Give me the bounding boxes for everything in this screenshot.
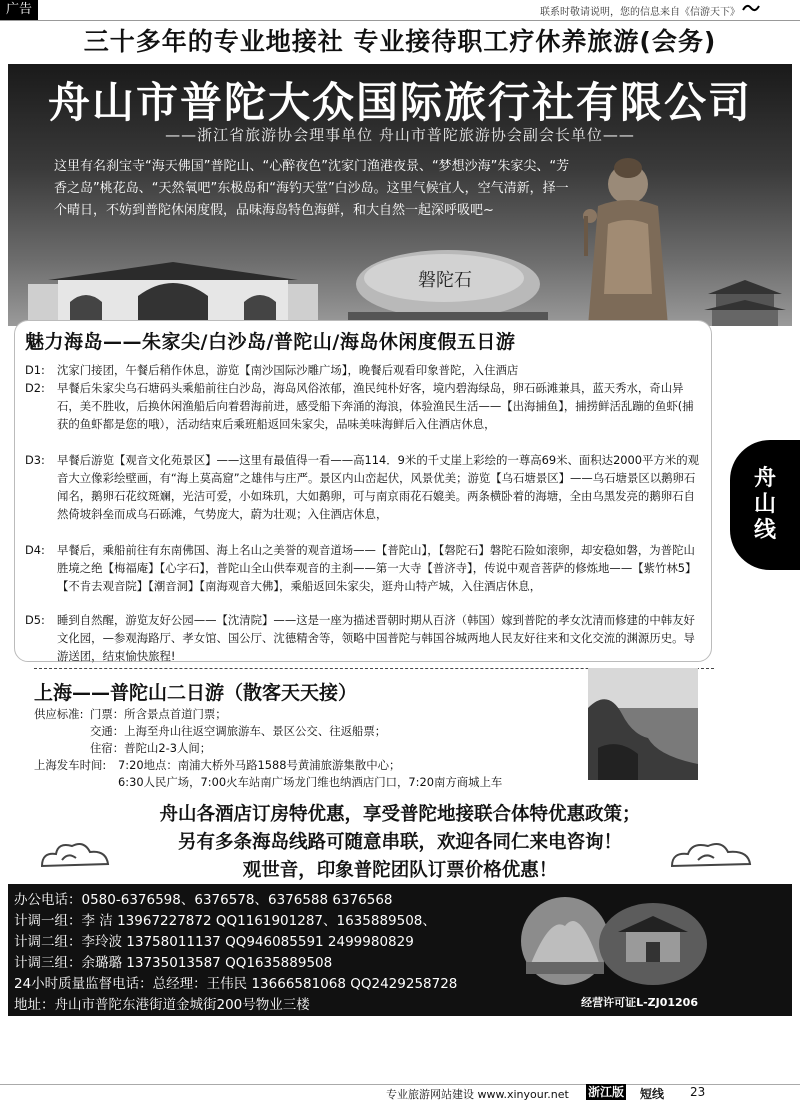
source-notice: 联系时敬请说明，您的信息来自《信游天下》 xyxy=(540,7,740,18)
pantuo-rock-image xyxy=(348,242,548,322)
auspicious-cloud-icon xyxy=(36,838,116,874)
rock-inscription: 磐陀石 xyxy=(418,270,472,291)
temple-gate-image xyxy=(28,244,318,324)
day-text: 沈家门接团，午餐后稍作休息，游览【南沙国际沙雕广场】，晚餐后观看印象普陀，入住酒店 xyxy=(57,363,519,377)
itinerary-day xyxy=(25,379,701,433)
detail-text: 6:30人民广场，7:00火车站南广场龙门维也纳酒店门口，7:20南方商城上车 xyxy=(118,775,503,789)
footer-site: 专业旅游网站建设 www.xinyour.net xyxy=(386,1088,569,1101)
day-label: D5: xyxy=(25,613,45,627)
license-number: 经营许可证L-ZJ01206 xyxy=(581,996,698,1009)
route-title: 魅力海岛——朱家尖/白沙岛/普陀山/海岛休闲度假五日游 xyxy=(25,331,516,353)
address: 地址：舟山市普陀东港街道金城街200号物业三楼 xyxy=(14,997,310,1013)
promo-line-2: 另有多条海岛线路可随意串联，欢迎各同仁来电咨询！ xyxy=(177,832,622,853)
detail-row xyxy=(34,723,594,740)
detail-row xyxy=(34,706,594,723)
hero-banner xyxy=(8,64,792,326)
coastline-photo xyxy=(588,668,698,780)
membership-subtitle: ——浙江省旅游协会理事单位 舟山市普陀旅游协会副会长单位—— xyxy=(165,126,635,144)
side-tab-label: 舟山线 xyxy=(753,466,776,543)
detail-row xyxy=(34,774,594,791)
five-day-route-card xyxy=(14,320,712,662)
ad-tag: 广告 xyxy=(0,0,38,20)
intro-text: 这里有名刹宝寺“海天佛国”普陀山、“心醉夜色”沈家门渔港夜景、“梦想沙海”朱家尖、“芳香之岛”桃花岛、“天然氧吧”东极岛和“海钓天堂”白沙岛。这里气候宜人，空气清新，择一个晴日，不妨到普陀休闲度假，品味海岛特色海鲜，和大自然一起深呼吸吧~ xyxy=(54,159,570,218)
promo-line-1: 舟山各酒店订房特优惠，享受普陀地接联合体特优惠政策； xyxy=(159,804,641,825)
itinerary-day xyxy=(25,361,701,379)
office-phone: 办公电话：0580-6376598、6376578、6376588 6376568 xyxy=(14,892,393,908)
zhoushan-line-tab xyxy=(730,440,800,570)
sand-sculpture-photo xyxy=(520,896,610,986)
detail-row xyxy=(34,740,594,757)
pagoda-image xyxy=(698,274,792,326)
detail-row xyxy=(34,757,594,774)
day-label: D1: xyxy=(25,363,45,377)
itinerary-day xyxy=(25,451,701,523)
page-number: 23 xyxy=(690,1085,706,1099)
footer-edition: 浙江版 xyxy=(587,1085,624,1099)
headline: 三十多年的专业地接社 专业接待职工疗休养旅游(会务) xyxy=(83,27,717,56)
detail-text: 交通：上海至舟山往返空调旅游车、景区公交、往返船票； xyxy=(90,724,387,738)
detail-label: 上海发车时间: xyxy=(34,758,107,772)
guanyin-statue-image xyxy=(568,154,688,326)
shanghai-route-title: 上海——普陀山二日游（散客天天接） xyxy=(34,682,358,704)
itinerary-day xyxy=(25,611,701,665)
detail-label: 供应标准: xyxy=(34,707,84,721)
company-name: 舟山市普陀大众国际旅行社有限公司 xyxy=(47,78,752,127)
detail-text: 门票：所含景点首道门票； xyxy=(90,707,227,721)
day-label: D2: xyxy=(25,381,45,395)
detail-text: 7:20地点：南浦大桥外马路1588号黄浦旅游集散中心； xyxy=(118,758,401,772)
promo-line-3: 观世音，印象普陀团队订票价格优惠！ xyxy=(242,860,558,881)
day-text: 早餐后，乘船前往有东南佛国、海上名山之美誉的观音道场——【普陀山】，【磐陀石】磐陀石险如滚卵，却安稳如磐，为普陀山胜境之绝【梅福庵】【心字石】，普陀山全山供奉观音的主刹——第一大寺【普济寺】，传说中观音菩萨的修炼地——【紫竹林5】【不肯去观音院】【潮音洞】【南海观音大佛】，乘船返回朱家尖，逛舟山特产城，入住酒店休息， xyxy=(57,543,697,593)
day-text: 早餐后朱家尖乌石塘码头乘船前往白沙岛，海岛风俗浓郁，渔民纯朴好客，境内碧海绿岛，卵石砾滩兼具，蓝天秀水，奇山异石，美不胜收，后换休闲渔船后向着碧海前进，感受船下奔涌的海浪，体验渔民生活——【出海捕鱼】，捕捞鲜活乱蹦的鱼虾(捕获的鱼虾都是您的哦），活动结束后乘班船返回朱家尖，品味美味海鲜后入住酒店休息， xyxy=(57,381,694,431)
day-label: D3: xyxy=(25,453,45,467)
wave-icon xyxy=(742,2,760,17)
footer-section: 短线 xyxy=(640,1087,665,1101)
group-1-contact: 计调一组：李 洁 13967227872 QQ1161901287、1635889508、 xyxy=(14,913,436,929)
supervision-phone: 24小时质量监督电话：总经理：王伟民 13666581068 QQ2429258728 xyxy=(14,976,458,992)
auspicious-cloud-icon xyxy=(664,838,756,874)
group-2-contact: 计调二组：李玲波 13758011137 QQ946085591 2499980829 xyxy=(14,934,414,950)
detail-text: 住宿：普陀山2-3人间； xyxy=(90,741,212,755)
day-text: 睡到自然醒，游览友好公园——【沈清院】——这是一座为描述晋朝时期从百济（韩国）嫁到普陀的孝女沈清而修建的中韩友好文化园，—参观海路厅、孝女馆、国公厅、沈德精舍等，领略中国普陀与韩国谷城两地人民友好往来和文化交流的渊源历史。导游送团，结束愉快旅程! xyxy=(57,613,695,663)
itinerary-day xyxy=(25,541,701,595)
temple-photo xyxy=(598,902,708,986)
group-3-contact: 计调三组：余璐璐 13735013587 QQ1635889508 xyxy=(14,955,333,971)
day-label: D4: xyxy=(25,543,45,557)
day-text: 早餐后游览【观音文化苑景区】——这里有最值得一看——高114．9米的千丈崖上彩绘的一尊高69米、面积达2000平方米的观音大立像彩绘壁画，有“海上莫高窟”之雄伟与庄严。景区内山峦起伏，风景优美；游览【乌石塘景区】——乌石塘景区以鹅卵石闻名，鹅卵石花纹斑斓，光洁可爱，小如珠玑，大如鹅卵，可与南京雨花石媲美。两条横卧着的海塘，全由乌黑发亮的鹅卵石自然倚坡斜垒而成乌石砾滩，气势庞大，蔚为壮观；入住酒店休息， xyxy=(57,453,700,521)
shanghai-route-details xyxy=(34,706,594,791)
